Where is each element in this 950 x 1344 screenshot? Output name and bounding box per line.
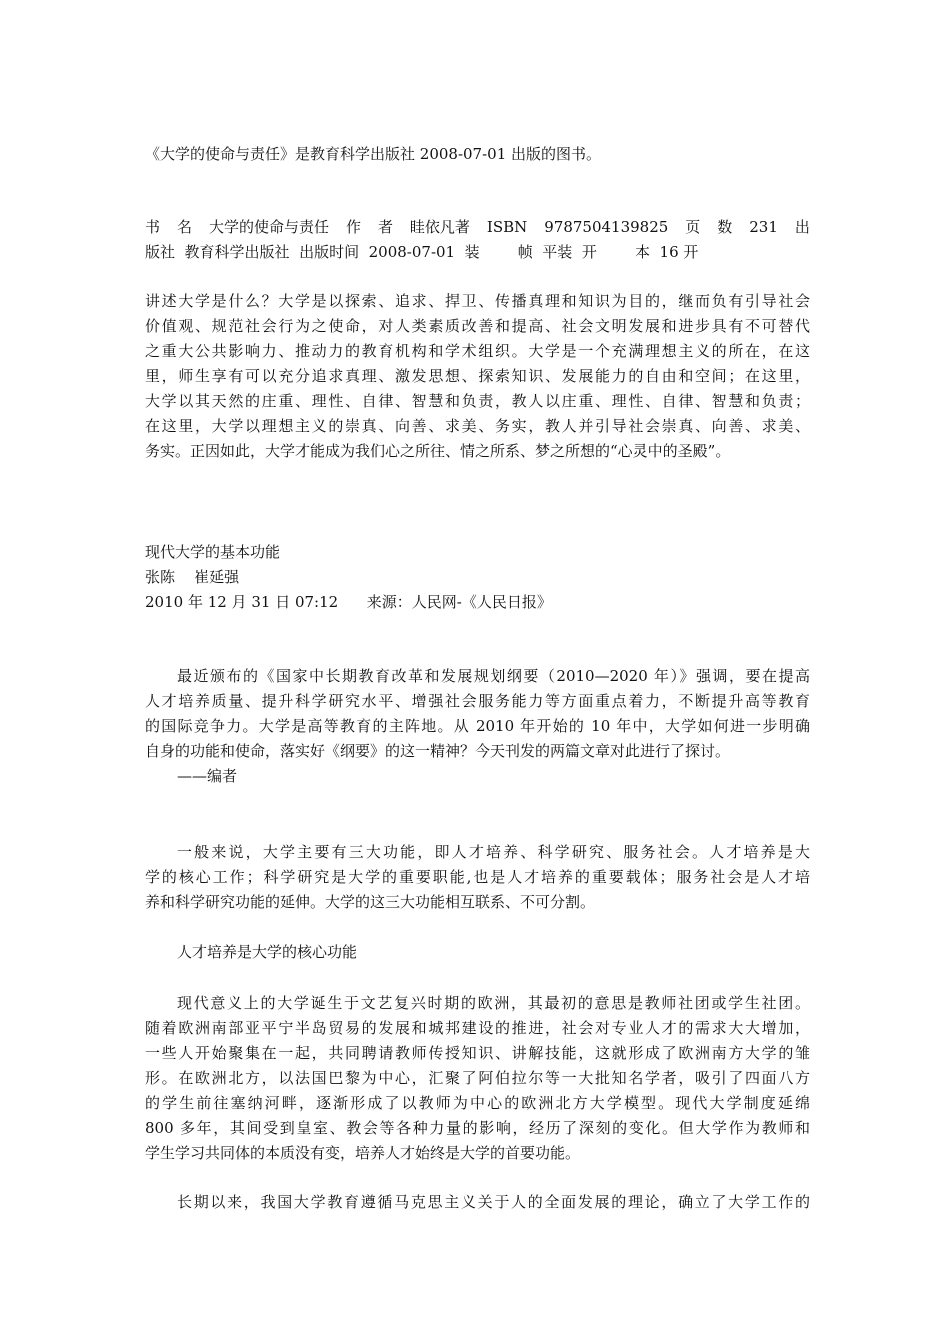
book-info-field: 出 [794,218,810,236]
paragraph-line: 形。在欧洲北方，以法国巴黎为中心，汇聚了阿伯拉尔等一大批知名学者，吸引了四面八方 [145,1069,810,1087]
section-heading [145,940,810,965]
summary-line: 之重大公共影响力、推动力的教育机构和学术组织。大学是一个充满理想主义的所在，在这 [145,342,810,360]
editor-note [145,664,810,789]
editor-note-line: 的国际竞争力。大学是高等教育的主阵地。从 2010 年开始的 10 年中，大学如何进一步明确 [145,717,810,735]
book-info-line-1 [145,215,810,240]
book-info-line-2: 版社 教育科学出版社 出版时间 2008-07-01 装 帧 平装 开 本 16 开 [145,243,699,261]
intro-sentence [145,142,810,167]
book-title-value: 大学的使命与责任 [208,218,329,236]
book-author-value: 眭依凡著 [409,218,470,236]
book-isbn-value: 9787504139825 [544,218,669,236]
summary-line: 大学以其天然的庄重、理性、自律、智慧和负责，教人以庄重、理性、自律、智慧和负责； [145,392,810,410]
paragraph-line: 长期以来，我国大学教育遵循马克思主义关于人的全面发展的理论，确立了大学工作的 [177,1193,810,1211]
book-info-field: 作 [345,218,361,236]
editor-note-line: 最近颁布的《国家中长期教育改革和发展规划纲要（2010—2020 年）》强调，要在提高 [177,667,810,685]
summary-line: 讲述大学是什么？大学是以探索、追求、捍卫、传播真理和知识为目的，继而负有引导社会 [145,292,810,310]
article-dateline: 2010 年 12 月 31 日 07:12 来源：人民网-《人民日报》 [145,593,552,611]
book-pages-value: 231 [749,218,778,236]
editor-note-line: 自身的功能和使命，落实好《纲要》的这一精神？今天刊发的两篇文章对此进行了探讨。 [145,742,731,760]
book-summary [145,289,810,464]
paragraph-china [145,1190,810,1215]
summary-line: 在这里，大学以理想主义的崇真、向善、求美、务实，教人并引导社会崇真、向善、求美、 [145,417,810,435]
editor-signature: ——编者 [177,767,238,785]
section-heading-text: 人才培养是大学的核心功能 [177,943,358,961]
book-info-field: 者 [377,218,393,236]
intro-text: 《大学的使命与责任》是教育科学出版社 2008-07-01 出版的图书。 [145,145,602,163]
paragraph-line: 学生学习共同体的本质没有变，培养人才始终是大学的首要功能。 [145,1144,581,1162]
article-authors: 张陈 崔延强 [145,568,240,586]
paragraph-line: 800 多年，其间受到皇室、教会等各种力量的影响，经历了深刻的变化。但大学作为教师和 [145,1119,810,1137]
book-info [145,215,810,265]
book-info-field: 书 [145,218,161,236]
summary-line: 价值观、规范社会行为之使命，对人类素质改善和提高、社会文明发展和进步具有不可替代 [145,317,810,335]
paragraph-line: 一些人开始聚集在一起，共同聘请教师传授知识、讲解技能，这就形成了欧洲南方大学的雏 [145,1044,810,1062]
paragraph-history [145,991,810,1166]
book-info-field: 数 [717,218,733,236]
paragraph-line: 学的核心工作；科学研究是大学的重要职能,也是人才培养的重要载体；服务社会是人才培 [145,868,810,886]
book-info-field: 名 [176,218,192,236]
article-title: 现代大学的基本功能 [145,543,281,561]
book-info-field: ISBN [486,218,528,236]
paragraph-three-functions [145,840,810,915]
paragraph-line: 随着欧洲南部亚平宁半岛贸易的发展和城邦建设的推进，社会对专业人才的需求大大增加， [145,1019,810,1037]
paragraph-line: 的学生前往塞纳河畔，逐渐形成了以教师为中心的欧洲北方大学模型。现代大学制度延绵 [145,1094,810,1112]
editor-note-line: 人才培养质量、提升科学研究水平、增强社会服务能力等方面重点着力，不断提升高等教育 [145,692,810,710]
paragraph-line: 一般来说，大学主要有三大功能，即人才培养、科学研究、服务社会。人才培养是大 [177,843,810,861]
summary-line: 里，师生享有可以充分追求真理、激发思想、探索知识、发展能力的自由和空间；在这里， [145,367,810,385]
paragraph-line: 现代意义上的大学诞生于文艺复兴时期的欧洲，其最初的意思是教师社团或学生社团。 [177,994,810,1012]
book-info-field: 页 [685,218,701,236]
summary-line: 务实。正因如此，大学才能成为我们心之所往、情之所系、梦之所想的“心灵中的圣殿”。 [145,442,731,460]
article-header [145,540,810,615]
paragraph-line: 养和科学研究功能的延伸。大学的这三大功能相互联系、不可分割。 [145,893,596,911]
